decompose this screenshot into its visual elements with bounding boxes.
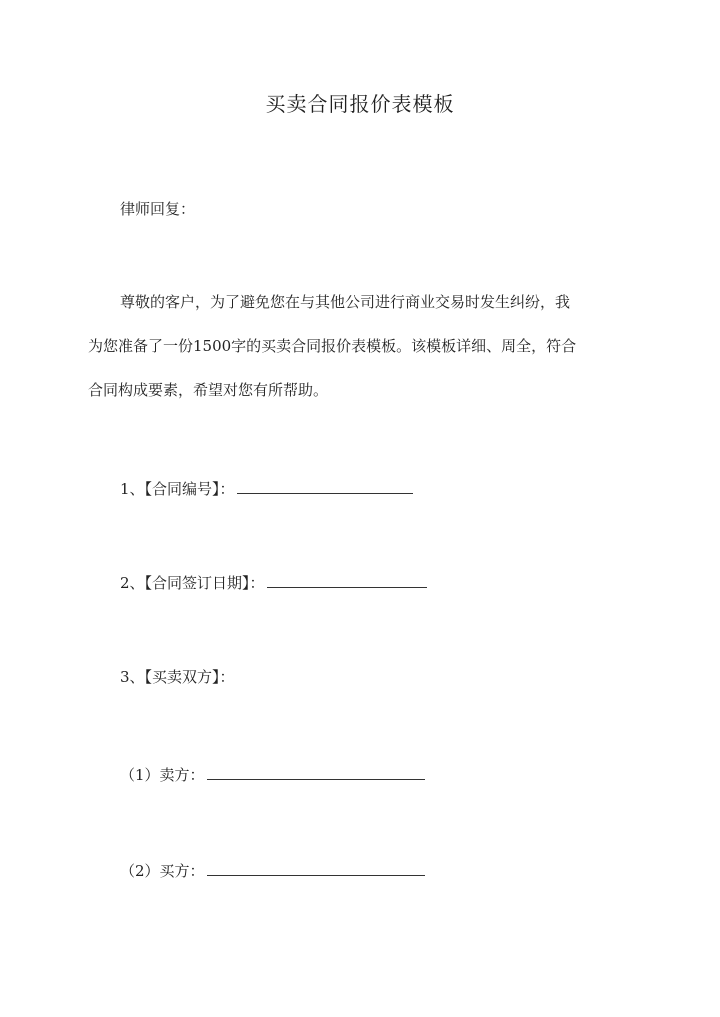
- signing-date-blank[interactable]: [267, 573, 427, 588]
- contract-number-row: [120, 478, 413, 499]
- buyer-label: （2）买方：: [120, 862, 205, 880]
- intro-line-3: 合同构成要素，希望对您有所帮助。: [88, 381, 329, 399]
- intro-line-2: 为您准备了一份1500字的买卖合同报价表模板。该模板详细、周全，符合: [88, 337, 577, 355]
- intro-line-1: 尊敬的客户，为了避免您在与其他公司进行商业交易时发生纠纷，我: [120, 293, 571, 311]
- parties-heading: 3、【买卖双方】：: [120, 668, 235, 686]
- salutation: 律师回复：: [120, 200, 196, 218]
- seller-row: [120, 764, 425, 785]
- intro-paragraph: [88, 280, 632, 412]
- buyer-blank[interactable]: [207, 861, 425, 876]
- signing-date-row: [120, 572, 427, 593]
- seller-label: （1）卖方：: [120, 766, 205, 784]
- buyer-row: [120, 860, 425, 881]
- contract-number-label: 1、【合同编号】：: [120, 480, 235, 498]
- document-title: 买卖合同报价表模板: [265, 92, 455, 116]
- signing-date-label: 2、【合同签订日期】：: [120, 574, 265, 592]
- contract-number-blank[interactable]: [237, 479, 413, 494]
- seller-blank[interactable]: [207, 765, 425, 780]
